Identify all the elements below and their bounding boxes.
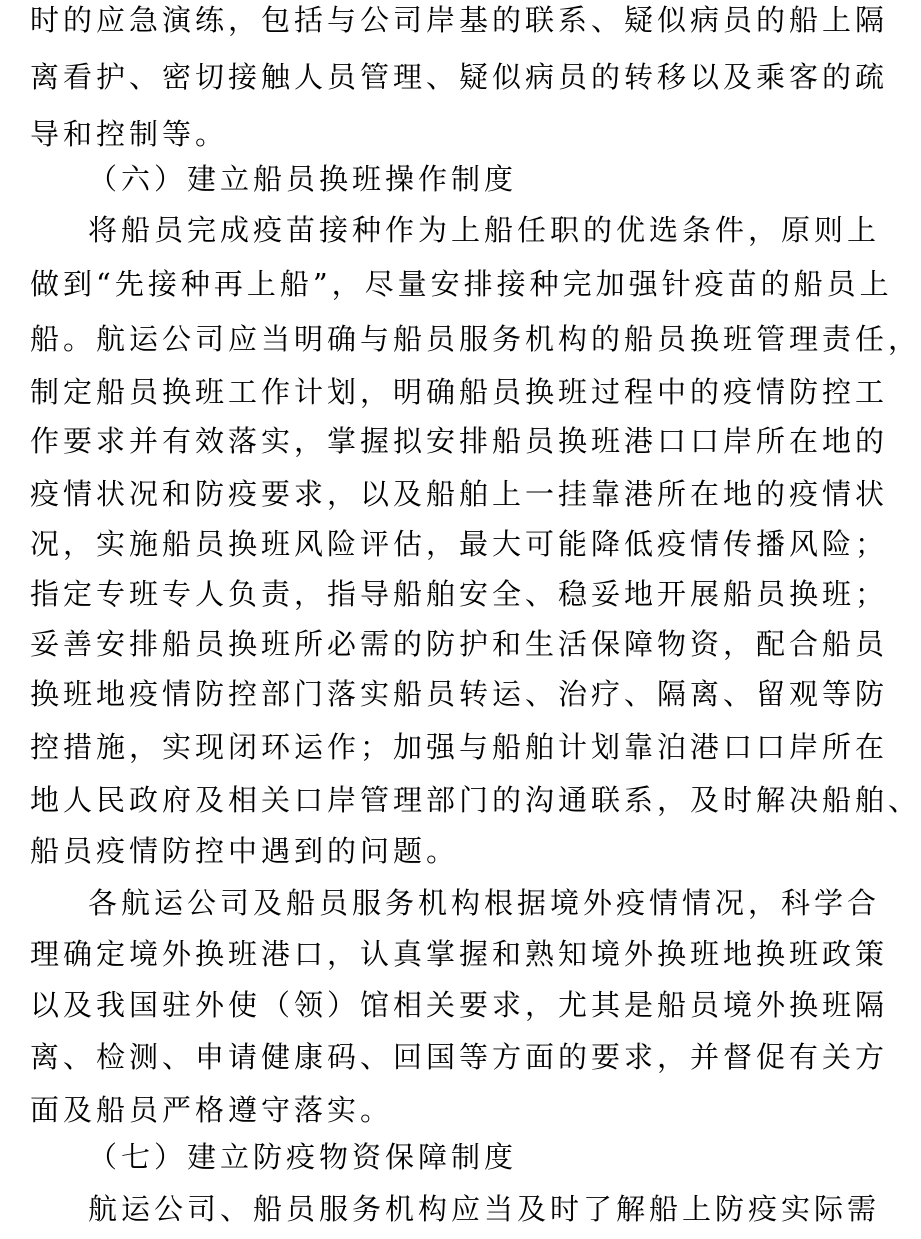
s6-p2-line-5: 面及船员严格遵守落实。 (30, 1093, 394, 1127)
s6-p2-line-4: 离、检测、申请健康码、回国等方面的要求，并督促有关方 (30, 1040, 889, 1074)
s6-p1-line-8: 指定专班专人负责，指导船舶安全、稳妥地开展船员换班； (30, 577, 889, 611)
s6-p1-line-2: 做到“先接种再上船”，尽量安排接种完加强针疫苗的船员上 (30, 267, 893, 301)
s6-p1-line-13: 船员疫情防控中遇到的问题。 (30, 834, 460, 868)
s6-p1-line-4: 制定船员换班工作计划，明确船员换班过程中的疫情防控工 (30, 375, 889, 409)
s6-p1-line-12: 地人民政府及相关口岸管理部门的沟通联系，及时解决船舶、 (30, 783, 921, 817)
s6-p2-line-1: 各航运公司及船员服务机构根据境外疫情情况，科学合 (88, 886, 881, 920)
s7-p1-line-1: 航运公司、船员服务机构应当及时了解船上防疫实际需 (88, 1192, 881, 1226)
s6-p1-line-7: 况，实施船员换班风险评估，最大可能降低疫情传播风险； (30, 527, 889, 561)
s6-p1-line-3: 船。航运公司应当明确与船员服务机构的船员换班管理责任， (30, 322, 921, 356)
s6-p1-line-9: 妥善安排船员换班所必需的防护和生活保障物资，配合船员 (30, 627, 889, 661)
s6-p1-line-10: 换班地疫情防控部门落实船员转运、治疗、隔离、留观等防 (30, 677, 889, 711)
s6-p2-line-2: 理确定境外换班港口，认真掌握和熟知境外换班地换班政策 (30, 937, 889, 971)
section-7-heading: （七）建立防疫物资保障制度 (88, 1140, 518, 1174)
intro-line-3: 导和控制等。 (30, 117, 229, 151)
s6-p1-line-1: 将船员完成疫苗接种作为上船任职的优选条件，原则上 (88, 213, 881, 247)
s6-p1-line-5: 作要求并有效落实，掌握拟安排船员换班港口口岸所在地的 (30, 424, 889, 458)
s6-p2-line-3: 以及我国驻外使（领）馆相关要求，尤其是船员境外换班隔 (30, 988, 889, 1022)
intro-line-1: 时的应急演练，包括与公司岸基的联系、疑似病员的船上隔 (30, 3, 889, 37)
intro-line-2: 离看护、密切接触人员管理、疑似病员的转移以及乘客的疏 (30, 60, 889, 94)
s6-p1-line-11: 控措施，实现闭环运作；加强与船舶计划靠泊港口口岸所在 (30, 730, 889, 764)
section-6-heading: （六）建立船员换班操作制度 (88, 162, 518, 196)
s6-p1-line-6: 疫情状况和防疫要求，以及船舶上一挂靠港所在地的疫情状 (30, 477, 889, 511)
